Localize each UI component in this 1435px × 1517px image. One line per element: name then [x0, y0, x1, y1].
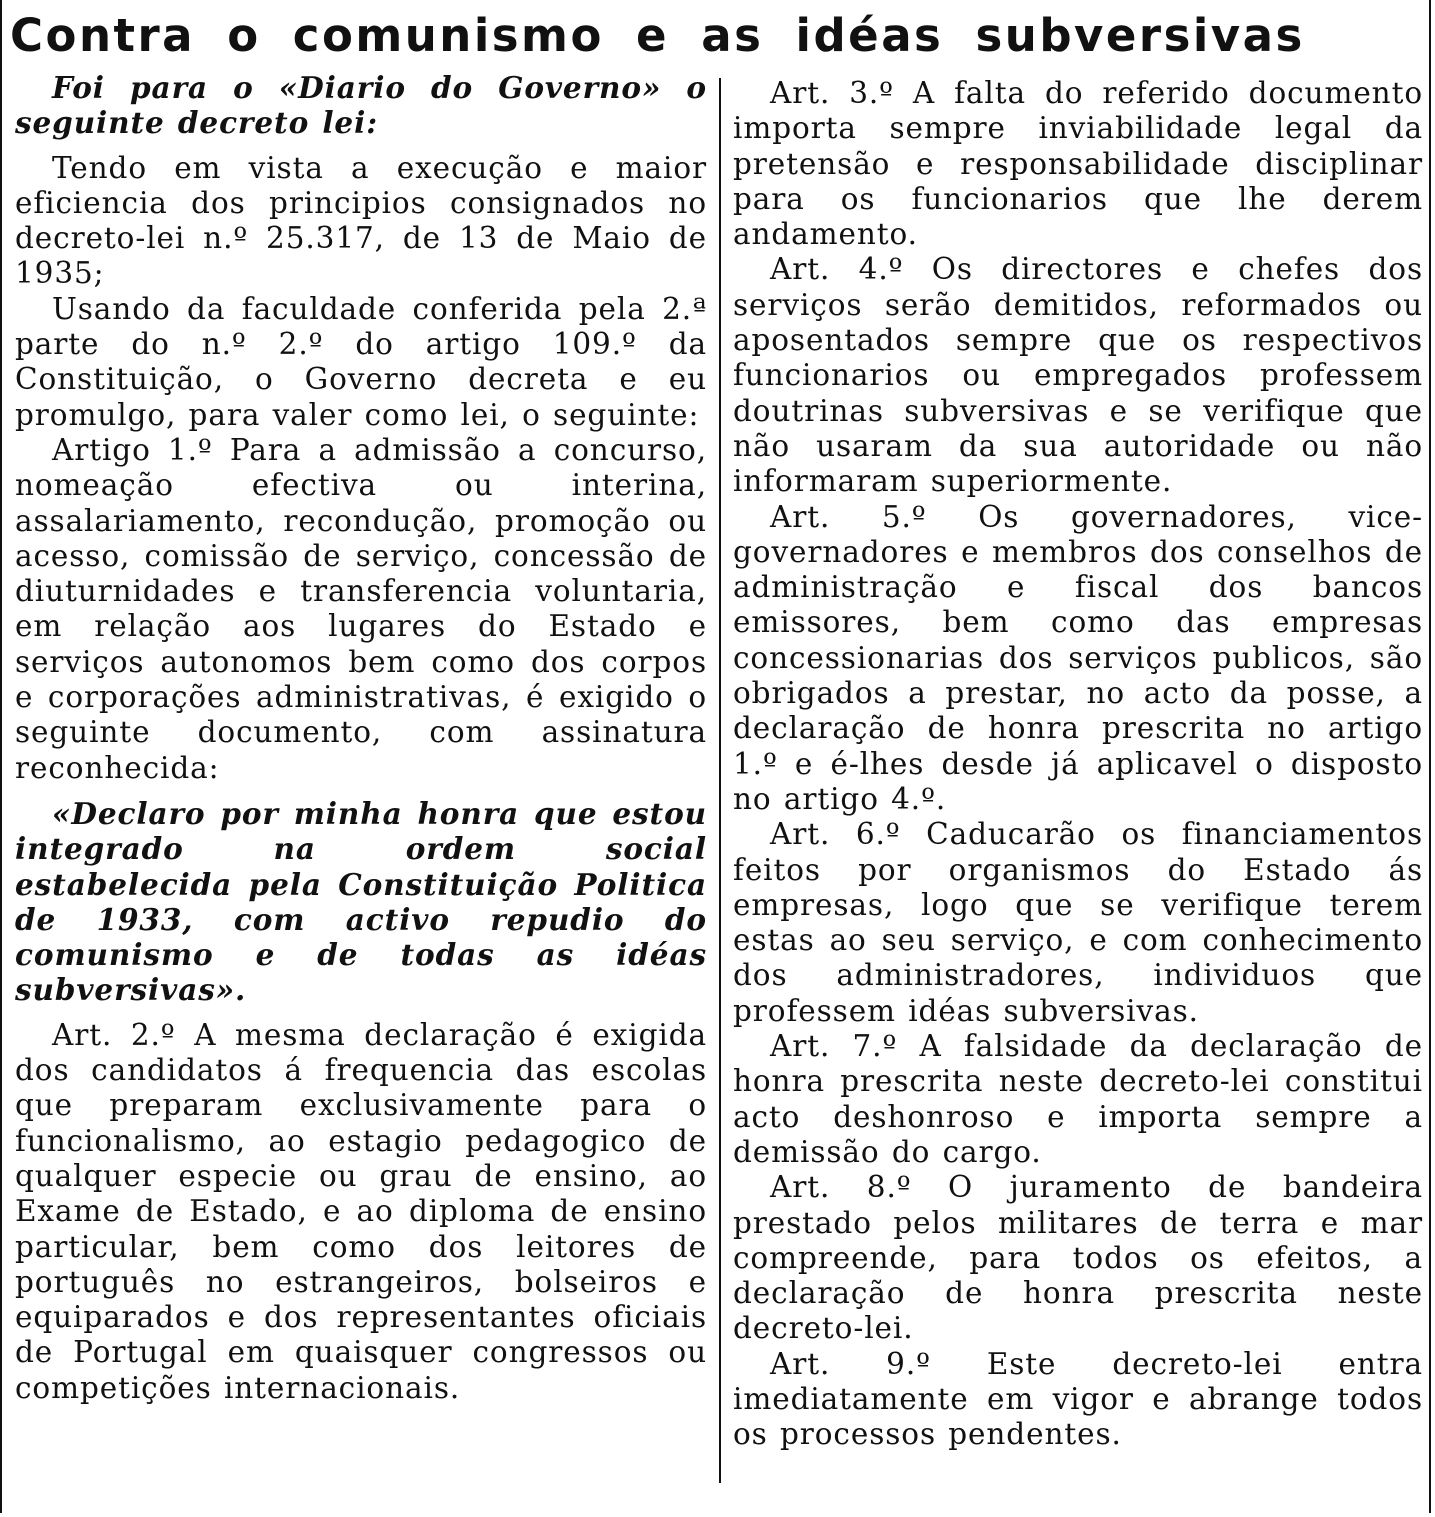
article-3: Art. 3.º A falta do referido documento importa sempre inviabilidade legal da pretensão e responsabilidade disciplinar para os funcionarios que lhe derem andamento.	[733, 76, 1423, 252]
article-6: Art. 6.º Caducarão os financiamentos feitos por organismos do Estado ás empresas, logo que se verifique terem estas ao seu serviço, e com conhecimento dos administradores, individuos que professem idéas subversivas.	[733, 817, 1423, 1028]
right-column	[733, 76, 1423, 1453]
preamble-paragraph-2: Usando da faculdade conferida pela 2.ª parte do n.º 2.º do artigo 109.º da Constituição, o Governo decreta e eu promulgo, para valer como lei, o seguinte:	[15, 291, 707, 432]
article-9: Art. 9.º Este decreto-lei entra imediatamente em vigor e abrange todos os processos pendentes.	[733, 1346, 1423, 1452]
article-7: Art. 7.º A falsidade da declaração de honra prescrita neste decreto-lei constitui acto deshonroso e importa sempre a demissão do cargo.	[733, 1029, 1423, 1169]
honor-declaration-quote: «Declaro por minha honra que estou integrado na ordem social estabelecida pela Constituição Politica de 1933, com activo repudio do comunismo e de todas as idéas subversivas».	[15, 795, 707, 1008]
left-column	[15, 70, 707, 1406]
article-5: Art. 5.º Os governadores, vice-governadores e membros dos conselhos de administração e fiscal dos bancos emissores, bem como das empresas concessionarias dos serviços publicos, são obrigados a prestar, no acto da posse, a declaração de honra prescrita no artigo 1.º e é-lhes desde já aplicavel o disposto no artigo 4.º.	[733, 499, 1423, 816]
article-4: Art. 4.º Os directores e chefes dos serviços serão demitidos, reformados ou aposentados sempre que os respectivos funcionarios ou empregados professem doutrinas subversivas e se verifique que não usaram da sua autoridade ou não informaram superiormente.	[733, 252, 1423, 499]
article-2: Art. 2.º A mesma declaração é exigida dos candidatos á frequencia das escolas que preparam exclusivamente para o funcionalismo, ao estagio pedagogico de qualquer especie ou grau de ensino, ao Exame de Estado, e ao diploma de ensino particular, bem como dos leitores de português no estrangeiros, bolseiros e equiparados e dos representantes oficiais de Portugal em quaisquer congressos ou competições internacionais.	[15, 1017, 707, 1405]
column-divider	[719, 78, 721, 1483]
article-8: Art. 8.º O juramento de bandeira prestado pelos militares de terra e mar compreende, para todos os efeitos, a declaração de honra prescrita neste decreto-lei.	[733, 1170, 1423, 1346]
headline: Contra o comunismo e as idéas subversivas	[10, 9, 1305, 62]
article-1: Artigo 1.º Para a admissão a concurso, nomeação efectiva ou interina, assalariamento, recondução, promoção ou acesso, comissão de serviço, concessão de diuturnidades e transferencia voluntaria, em relação aos lugares do Estado e serviços autonomos bem como dos corpos e corporações administrativas, é exigido o seguinte documento, com assinatura reconhecida:	[15, 432, 707, 785]
preamble-paragraph-1: Tendo em vista a execução e maior eficiencia dos principios consignados no decreto-lei n.º 25.317, de 13 de Maio de 1935;	[15, 150, 707, 291]
intro-paragraph: Foi para o «Diario do Governo» o seguinte decreto lei:	[15, 70, 707, 141]
